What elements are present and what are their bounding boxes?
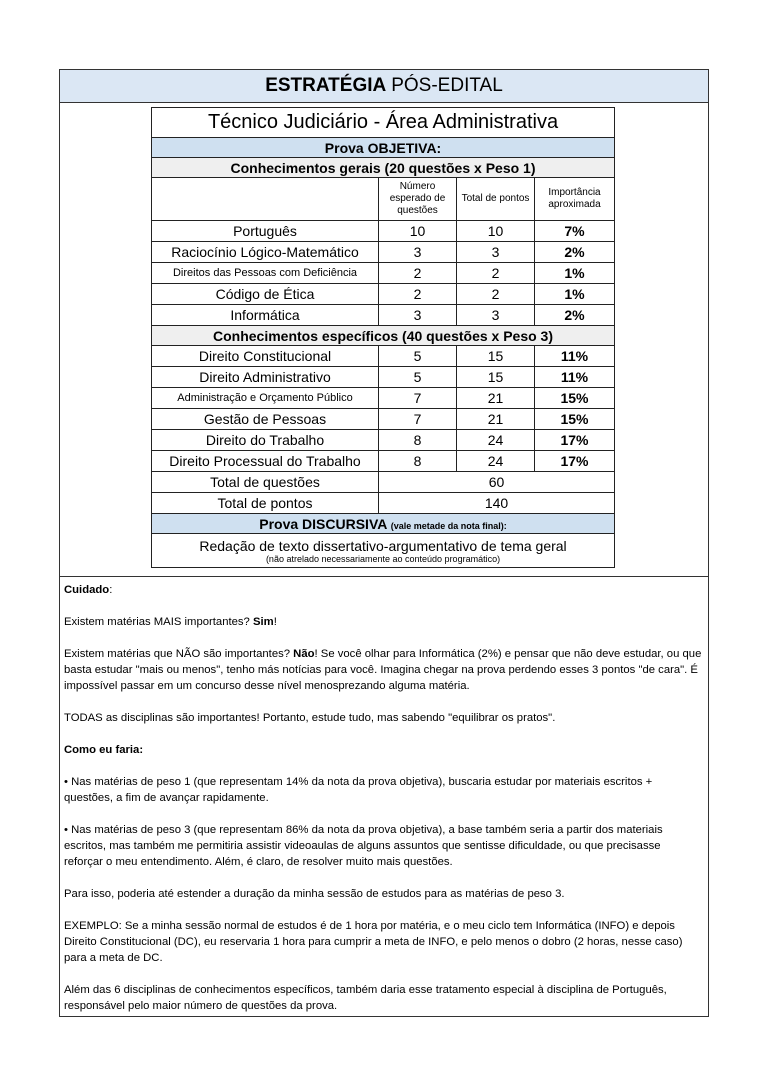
- question-not-important: [64, 646, 702, 694]
- importance-cell: 2%: [535, 242, 615, 263]
- questions-cell: 7: [379, 388, 457, 409]
- specific-heading: Conhecimentos específicos (40 questões x Peso 3): [152, 326, 615, 346]
- paragraph-extend: Para isso, poderia até estender a duração da minha sessão de estudos para as matérias de peso 3.: [64, 888, 565, 900]
- points-cell: 24: [457, 451, 535, 472]
- importance-cell: 11%: [535, 346, 615, 367]
- importance-cell: 1%: [535, 284, 615, 305]
- total-points-label: Total de pontos: [152, 493, 379, 514]
- importance-cell: 1%: [535, 263, 615, 284]
- subject-cell: Direitos das Pessoas com Deficiência: [152, 263, 379, 284]
- essay-cell: [152, 534, 615, 568]
- points-cell: 15: [457, 346, 535, 367]
- points-cell: 3: [457, 305, 535, 326]
- importance-cell: 7%: [535, 221, 615, 242]
- paragraph-example: EXEMPLO: Se a minha sessão normal de estudos é de 1 hora por matéria, e o meu ciclo tem Informática (INFO) e depois Direito Constitucional (DC), eu reservaria 1 hora para cumprir a meta de INFO, e pelo menos o dobro (2 horas, nesse caso) para a meta de DC.: [64, 920, 683, 964]
- questions-cell: 7: [379, 409, 457, 430]
- questions-cell: 5: [379, 346, 457, 367]
- exam-table: [151, 107, 615, 568]
- col-header-importance: Importância aproximada: [535, 178, 615, 221]
- questions-cell: 10: [379, 221, 457, 242]
- table-row: [152, 346, 615, 367]
- discursive-note: (vale metade da nota final):: [390, 520, 507, 531]
- table-row: [152, 367, 615, 388]
- questions-cell: 5: [379, 367, 457, 388]
- table-row: [152, 451, 615, 472]
- question-not-important-rest: ! Se você olhar para Informática (2%) e pensar que não deve estudar, ou que basta estudar "mais ou menos", tenho más notícias para você. Imagina chegar na prova perdendo esses 3 pontos "de cara". É impossível passar em um concurso desse nível menosprezando alguma matéria.: [64, 648, 702, 692]
- table-row: [152, 430, 615, 451]
- objective-heading: Prova OBJETIVA:: [152, 138, 615, 158]
- table-row: [152, 221, 615, 242]
- points-cell: 15: [457, 367, 535, 388]
- questions-cell: 8: [379, 430, 457, 451]
- subject-cell: Direito Processual do Trabalho: [152, 451, 379, 472]
- exam-table-wrapper: [151, 107, 614, 568]
- discursive-heading: [152, 514, 615, 534]
- questions-cell: 3: [379, 242, 457, 263]
- table-row: [152, 242, 615, 263]
- total-questions-label: Total de questões: [152, 472, 379, 493]
- points-cell: 21: [457, 409, 535, 430]
- table-row: [152, 409, 615, 430]
- question-important-end: !: [273, 616, 277, 628]
- total-questions-row: [152, 472, 615, 493]
- subject-cell: Administração e Orçamento Público: [152, 388, 379, 409]
- document-frame: [59, 69, 709, 1017]
- subject-cell: Direito Administrativo: [152, 367, 379, 388]
- general-heading: Conhecimentos gerais (20 questões x Peso 1): [152, 158, 615, 178]
- table-title: Técnico Judiciário - Área Administrativa: [152, 108, 615, 138]
- importance-cell: 17%: [535, 451, 615, 472]
- importance-cell: 15%: [535, 409, 615, 430]
- how-heading: [64, 742, 702, 758]
- total-questions-value: 60: [379, 472, 615, 493]
- points-cell: 2: [457, 284, 535, 305]
- col-header-questions: Número esperado de questões: [379, 178, 457, 221]
- subject-cell: Português: [152, 221, 379, 242]
- table-row: [152, 388, 615, 409]
- header-blank: [152, 178, 379, 221]
- points-cell: 10: [457, 221, 535, 242]
- table-row: [152, 263, 615, 284]
- page-title: [60, 70, 708, 103]
- paragraph-final: Além das 6 disciplinas de conhecimentos específicos, também daria esse tratamento especial à disciplina de Português, responsável pelo maior número de questões da prova.: [64, 984, 667, 1012]
- col-header-points: Total de pontos: [457, 178, 535, 221]
- points-cell: 21: [457, 388, 535, 409]
- question-important-text: Existem matérias MAIS importantes?: [64, 616, 253, 628]
- importance-cell: 15%: [535, 388, 615, 409]
- bullet-weight-1: • Nas matérias de peso 1 (que representam 14% da nota da prova objetiva), buscaria estudar por materiais escritos + questões, a fim de avançar rapidamente.: [64, 776, 653, 804]
- questions-cell: 3: [379, 305, 457, 326]
- subject-cell: Raciocínio Lógico-Matemático: [152, 242, 379, 263]
- points-cell: 3: [457, 242, 535, 263]
- discursive-label: Prova DISCURSIVA: [259, 515, 387, 532]
- importance-cell: 11%: [535, 367, 615, 388]
- question-not-important-text: Existem matérias que NÃO são importantes?: [64, 648, 294, 660]
- essay-description: Redação de texto dissertativo-argumentativo de tema geral: [199, 538, 567, 554]
- caution-label: Cuidado: [64, 584, 110, 596]
- title-rest: PÓS-EDITAL: [391, 75, 503, 96]
- importance-cell: 17%: [535, 430, 615, 451]
- subject-cell: Direito do Trabalho: [152, 430, 379, 451]
- how-label: Como eu faria:: [64, 744, 144, 756]
- caution-line: [64, 582, 702, 598]
- questions-cell: 2: [379, 284, 457, 305]
- subject-cell: Direito Constitucional: [152, 346, 379, 367]
- total-points-value: 140: [379, 493, 615, 514]
- importance-cell: 2%: [535, 305, 615, 326]
- caution-colon: :: [109, 584, 113, 596]
- paragraph-all-important: TODAS as disciplinas são importantes! Portanto, estude tudo, mas sabendo "equilibrar os pratos".: [64, 712, 556, 724]
- title-bold: ESTRATÉGIA: [265, 75, 387, 96]
- section-divider: [60, 576, 708, 577]
- question-important: [64, 614, 702, 630]
- table-row: [152, 305, 615, 326]
- questions-cell: 2: [379, 263, 457, 284]
- subject-cell: Gestão de Pessoas: [152, 409, 379, 430]
- subject-cell: Informática: [152, 305, 379, 326]
- questions-cell: 8: [379, 451, 457, 472]
- essay-note: (não atrelado necessariamente ao conteúdo programático): [265, 554, 501, 564]
- subject-cell: Código de Ética: [152, 284, 379, 305]
- strategy-text: [64, 582, 702, 1014]
- question-important-answer: Sim: [252, 616, 274, 628]
- points-cell: 2: [457, 263, 535, 284]
- total-points-row: [152, 493, 615, 514]
- points-cell: 24: [457, 430, 535, 451]
- question-not-important-answer: Não: [293, 648, 315, 660]
- table-row: [152, 284, 615, 305]
- bullet-weight-3: • Nas matérias de peso 3 (que representam 86% da nota da prova objetiva), a base também seria a partir dos materiais escritos, mas também me permitiria assistir videoaulas de alguns assuntos que sentisse dificuldade, ou que precisasse reforçar o meu entendimento. Além, é claro, de resolver muito mais questões.: [64, 824, 663, 868]
